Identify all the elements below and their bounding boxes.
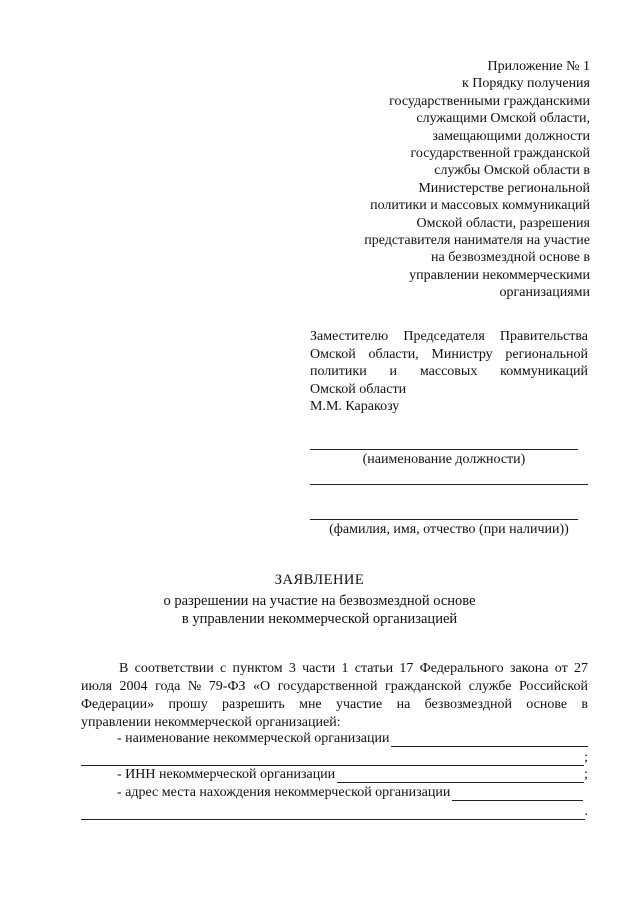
appendix-line: Министерстве региональной bbox=[418, 180, 590, 196]
appendix-line: на безвозмездной основе в bbox=[431, 250, 590, 266]
appendix-line: государственными гражданскими bbox=[389, 93, 590, 109]
appendix-line: службы Омской области в bbox=[434, 163, 590, 179]
inn-field[interactable] bbox=[337, 768, 584, 783]
appendix-line: к Порядку получения bbox=[461, 76, 590, 92]
word: на bbox=[396, 697, 411, 712]
word: с bbox=[219, 661, 227, 676]
address-row bbox=[117, 785, 583, 801]
word: 1 bbox=[341, 661, 349, 676]
body-line-4: управлении некоммерческой организацией: bbox=[81, 715, 341, 730]
word: «О bbox=[253, 679, 271, 694]
word: 17 bbox=[399, 661, 414, 676]
addressee-block bbox=[310, 328, 588, 416]
word: мне bbox=[299, 697, 322, 712]
word: от bbox=[554, 661, 568, 676]
appendix-line: Приложение № 1 bbox=[487, 59, 590, 74]
semicolon: ; bbox=[584, 750, 588, 765]
inn-label: - ИНН некоммерческой организации bbox=[117, 767, 336, 782]
statement-subtitle-1: о разрешении на участие на безвозмездной основе bbox=[163, 593, 476, 609]
body-line-3 bbox=[81, 696, 588, 714]
word: части bbox=[302, 661, 336, 676]
word: разрешить bbox=[222, 697, 285, 712]
word: статьи bbox=[354, 661, 394, 676]
appendix-line: управлении некоммерческими bbox=[409, 267, 590, 283]
word: пунктом bbox=[232, 661, 283, 676]
org-name-row bbox=[117, 731, 588, 747]
inn-row bbox=[117, 767, 588, 783]
addressee-line: Омской области bbox=[310, 381, 407, 397]
position-field-line-2[interactable] bbox=[310, 484, 588, 485]
word: в bbox=[581, 697, 588, 712]
word: 2004 bbox=[119, 679, 148, 694]
address-row-2 bbox=[81, 804, 588, 820]
appendix-line: государственной гражданской bbox=[410, 146, 590, 162]
word: безвозмездной bbox=[424, 697, 512, 712]
addressee-line: политики и массовых коммуникаций bbox=[310, 364, 588, 380]
body-line-2 bbox=[81, 678, 588, 696]
appendix-line: организациями bbox=[499, 285, 590, 301]
org-name-field[interactable] bbox=[391, 732, 588, 747]
address-field[interactable] bbox=[452, 786, 583, 801]
position-caption: (наименование должности) bbox=[362, 452, 526, 467]
word: государственной bbox=[277, 679, 378, 694]
statement-body bbox=[81, 660, 588, 732]
appendix-line: Омской области, разрешения bbox=[416, 215, 590, 231]
word: соответствии bbox=[134, 661, 214, 676]
appendix-line: служащими Омской области, bbox=[416, 111, 590, 127]
word: В bbox=[119, 661, 129, 676]
appendix-line: политики и массовых коммуникаций bbox=[370, 198, 590, 214]
body-line-1 bbox=[81, 660, 588, 678]
name-field-line[interactable] bbox=[310, 519, 578, 520]
word: 79-ФЗ bbox=[208, 679, 246, 694]
address-field-2[interactable] bbox=[81, 805, 585, 820]
word: Федерации» bbox=[81, 697, 155, 712]
word: участие bbox=[335, 697, 383, 712]
word: службе bbox=[468, 679, 512, 694]
org-name-label: - наименование некоммерческой организации bbox=[117, 731, 390, 746]
appendix-line: замещающими должности bbox=[432, 128, 590, 144]
appendix-line: представителя нанимателя на участие bbox=[364, 233, 590, 249]
addressee-line: Заместителю Председателя Правительства bbox=[310, 329, 588, 344]
word: основе bbox=[526, 697, 568, 712]
word: 3 bbox=[288, 661, 296, 676]
addressee-line: М.М. Каракозу bbox=[310, 399, 400, 415]
address-label: - адрес места нахождения некоммерческой организации bbox=[117, 785, 451, 800]
addressee-line: Омской области, Министру региональной bbox=[310, 346, 588, 362]
org-name-field-2[interactable] bbox=[81, 751, 584, 766]
word: прошу bbox=[168, 697, 208, 712]
semicolon: ; bbox=[584, 767, 588, 782]
period: . bbox=[584, 804, 588, 819]
word: гражданской bbox=[384, 679, 462, 694]
word: Федерального bbox=[419, 661, 504, 676]
word: 27 bbox=[573, 661, 588, 676]
word: закона bbox=[509, 661, 549, 676]
word: Российской bbox=[518, 679, 588, 694]
name-caption: (фамилия, имя, отчество (при наличии)) bbox=[329, 522, 569, 537]
appendix-header bbox=[290, 58, 590, 302]
word: года bbox=[155, 679, 181, 694]
position-field-line[interactable] bbox=[310, 449, 578, 450]
org-name-row-2 bbox=[81, 750, 588, 766]
word: № bbox=[187, 679, 202, 694]
statement-subtitle-2: в управлении некоммерческой организацией bbox=[181, 611, 458, 627]
statement-title: ЗАЯВЛЕНИЕ bbox=[274, 572, 365, 588]
word: июля bbox=[81, 679, 113, 694]
